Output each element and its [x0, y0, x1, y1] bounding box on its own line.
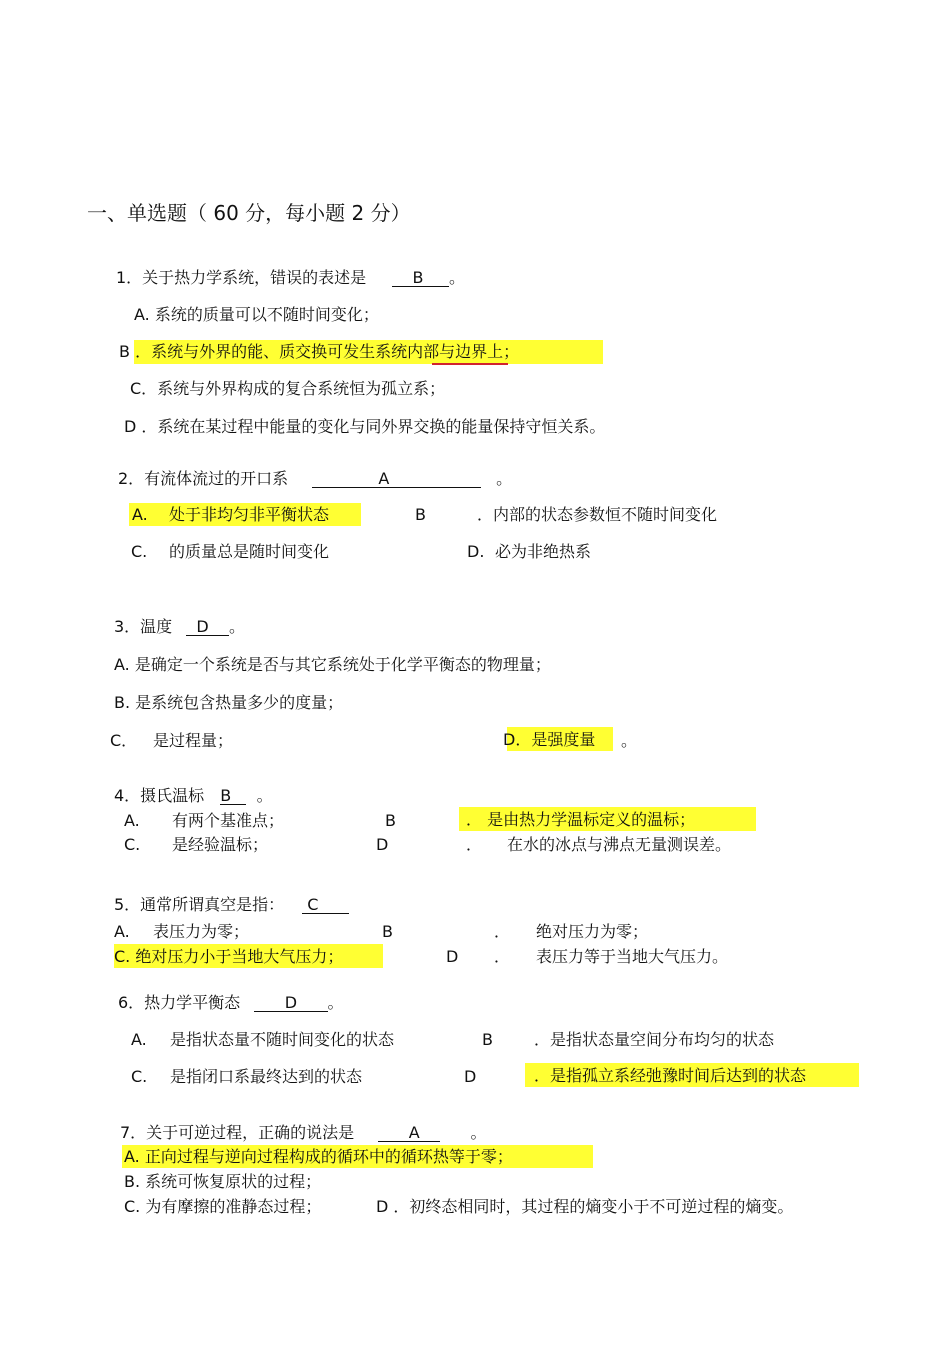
q7-option-a: A. 正向过程与逆向过程构成的循环中的循环热等于零； — [124, 1147, 513, 1166]
q1-option-a: A. 系统的质量可以不随时间变化； — [134, 305, 379, 324]
q6-answer: D — [275, 995, 328, 1012]
q2-option-c-letter: C. — [131, 542, 148, 561]
q3-option-c-text: 是过程量； — [153, 731, 234, 750]
q2-stem: 2．有流体流过的开口系 A 。 — [118, 469, 513, 488]
q5-answer: C — [302, 897, 349, 914]
q2-option-a-text: 处于非均匀非平衡状态 — [169, 505, 330, 524]
q3-option-a: A. 是确定一个系统是否与其它系统处于化学平衡态的物理量； — [114, 655, 551, 674]
q4-stem: 4．摄氏温标 B 。 — [114, 786, 273, 805]
q5-option-c-text: C. 绝对压力小于当地大气压力； — [114, 947, 344, 966]
q5-option-b-dot: ． — [494, 922, 511, 941]
q4-option-c-text: 是经验温标； — [172, 835, 269, 854]
q4-option-d-dot: ． — [466, 835, 483, 854]
q5-option-d-dot: ． — [494, 947, 511, 966]
q1-stem: 1．关于热力学系统，错误的表述是 B 。 — [116, 268, 465, 287]
q5-option-a-text: 表压力为零； — [153, 922, 250, 941]
q6-option-b-text: ．是指状态量空间分布均匀的状态 — [534, 1030, 775, 1049]
q3-option-c-letter: C． — [110, 731, 138, 750]
q5-option-a-letter: A. — [114, 922, 130, 941]
q4-option-a-letter: A. — [124, 811, 140, 830]
section-title: 一、单选题（ 60 分，每小题 2 分） — [87, 201, 411, 225]
q6-option-d-letter: D — [464, 1067, 477, 1086]
q2-option-b-letter: B — [415, 505, 426, 524]
q4-option-c-letter: C. — [124, 835, 141, 854]
q4-option-d-text: 在水的冰点与沸点无量测误差。 — [507, 835, 732, 854]
q5-option-d-text: 表压力等于当地大气压力。 — [536, 947, 729, 966]
q7-option-d: D ．初终态相同时，其过程的熵变小于不可逆过程的熵变。 — [376, 1197, 794, 1216]
q3-option-b: B. 是系统包含热量多少的度量； — [114, 693, 344, 712]
q4-answer: B — [220, 788, 246, 805]
q2-option-d-text: 必为非绝热系 — [495, 542, 592, 561]
q1-option-d: D ．系统在某过程中能量的变化与同外界交换的能量保持守恒关系。 — [124, 417, 606, 436]
q3-option-d-end: 。 — [621, 731, 638, 750]
q3-answer: D — [186, 619, 219, 636]
q1-red-underline — [432, 363, 508, 365]
q7-option-b: B. 系统可恢复原状的过程； — [124, 1172, 322, 1191]
q6-option-b-letter: B — [482, 1030, 493, 1049]
q4-option-b-letter: B — [385, 811, 396, 830]
q1-option-b: B ．系统与外界的能、质交换可发生系统内部与边界上； — [119, 342, 520, 361]
q6-option-a-letter: A. — [131, 1030, 147, 1049]
q5-stem: 5．通常所谓真空是指： C — [114, 895, 349, 915]
q5-option-d-letter: D — [446, 947, 459, 966]
q4-option-a-text: 有两个基准点； — [172, 811, 285, 830]
q7-option-c: C. 为有摩擦的准静态过程； — [124, 1197, 322, 1216]
q6-option-c-letter: C. — [131, 1067, 148, 1086]
q2-option-d-letter: D. — [467, 542, 485, 561]
q4-option-d-letter: D — [376, 835, 389, 854]
q2-option-b-text: ．内部的状态参数恒不随时间变化 — [477, 505, 718, 524]
q7-stem: 7．关于可逆过程，正确的说法是 A 。 — [120, 1123, 487, 1142]
q6-stem: 6．热力学平衡态 D 。 — [118, 993, 344, 1012]
q1-answer: B — [392, 270, 449, 287]
q3-option-d-text: D．是强度量 — [503, 730, 596, 749]
q6-option-c-text: 是指闭口系最终达到的状态 — [170, 1067, 363, 1086]
q5-option-b-text: 绝对压力为零； — [536, 922, 649, 941]
q4-option-b-text: ． 是由热力学温标定义的温标； — [466, 810, 696, 829]
q5-option-b-letter: B — [382, 922, 393, 941]
q2-option-a-letter: A. — [132, 505, 148, 524]
q7-answer: A — [378, 1125, 440, 1142]
q1-option-c: C．系统与外界构成的复合系统恒为孤立系； — [130, 379, 446, 398]
q6-option-a-text: 是指状态量不随时间变化的状态 — [170, 1030, 395, 1049]
q2-option-c-text: 的质量总是随时间变化 — [169, 542, 330, 561]
q3-stem: 3．温度 D 。 — [114, 617, 246, 636]
q2-answer: A — [312, 471, 481, 488]
q6-option-d-text: ．是指孤立系经弛豫时间后达到的状态 — [534, 1066, 807, 1085]
